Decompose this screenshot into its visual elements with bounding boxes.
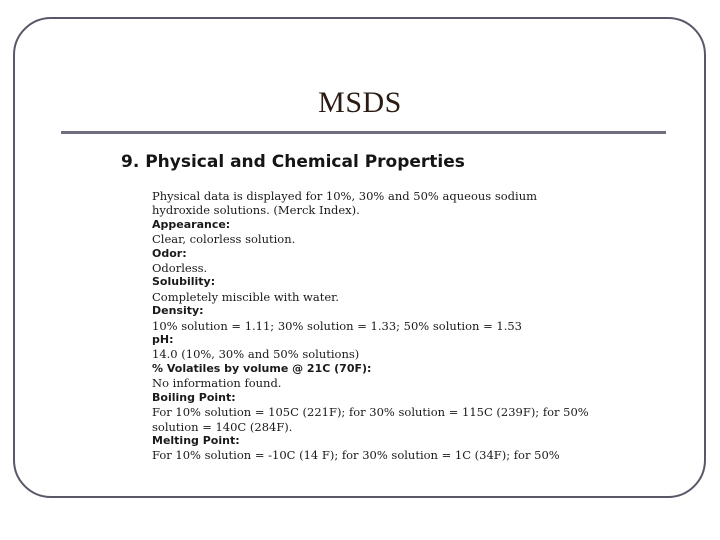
- solubility-value: Completely miscible with water.: [152, 289, 340, 304]
- boiling-point-value: For 10% solution = 105C (221F); for 30% solution = 115C (239F); for 50%: [152, 405, 589, 420]
- boiling-point-label: Boiling Point:: [152, 390, 236, 404]
- melting-point-label: Melting Point:: [152, 433, 240, 447]
- density-value: 10% solution = 1.11; 30% solution = 1.33; 50% solution = 1.53: [152, 318, 522, 333]
- slide-title: MSDS: [318, 86, 402, 119]
- ph-label: pH:: [152, 333, 174, 347]
- properties-block: [152, 189, 622, 463]
- appearance-value: Clear, colorless solution.: [152, 232, 296, 247]
- volatiles-value: No information found.: [152, 376, 282, 391]
- title-divider: [61, 131, 666, 134]
- boiling-point-value: solution = 140C (284F).: [152, 419, 293, 434]
- volatiles-label: % Volatiles by volume @ 21C (70F):: [152, 361, 372, 375]
- intro-line: hydroxide solutions. (Merck Index).: [152, 203, 360, 218]
- ph-value: 14.0 (10%, 30% and 50% solutions): [152, 347, 360, 362]
- appearance-label: Appearance:: [152, 217, 231, 231]
- density-label: Density:: [152, 304, 204, 318]
- odor-value: Odorless.: [152, 261, 208, 276]
- solubility-label: Solubility:: [152, 275, 216, 289]
- intro-line: Physical data is displayed for 10%, 30% and 50% aqueous sodium: [152, 189, 538, 203]
- odor-label: Odor:: [152, 246, 187, 260]
- melting-point-value: For 10% solution = -10C (14 F); for 30% solution = 1C (34F); for 50%: [152, 448, 560, 463]
- section-heading: 9. Physical and Chemical Properties: [121, 152, 465, 172]
